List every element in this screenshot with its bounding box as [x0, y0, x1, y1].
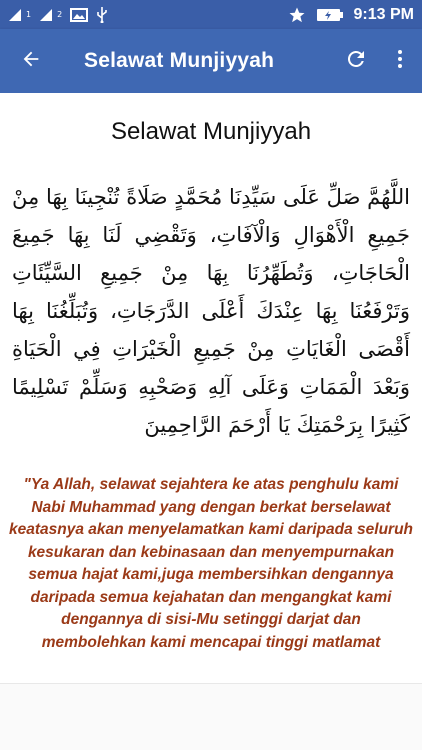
app-bar-actions — [334, 29, 422, 93]
battery-icon — [316, 7, 344, 23]
image-icon — [70, 8, 88, 22]
refresh-button[interactable] — [334, 29, 378, 93]
app-bar-title: Selawat Munjiyyah — [84, 49, 275, 72]
arrow-back-icon — [20, 48, 42, 74]
more-vert-icon — [388, 47, 412, 75]
star-icon — [288, 6, 306, 24]
clock: 9:13 PM — [353, 5, 414, 23]
arabic-prayer-text: اللَّهُمَّ صَلِّ عَلَى سَيِّدِنَا مُحَمَّدٍ صَلَاةً تُنْجِينَا بِهَا مِنْ جَمِيعِ الْأَهْوَالِ وَالْآفَاتِ، وَتَقْضِي لَنَا بِهَا جَمِيعَ الْحَاجَاتِ، وَتُطَهِّرُنَا بِهَا مِنْ جَمِيعِ السَّيِّئَاتِ وَتَرْفَعُنَا بِهَا عِنْدَكَ أَعْلَى الدَّرَجَاتِ، وَتُبَلِّغُنَا بِهَا أَقْصَى الْغَايَاتِ مِنْ جَمِيعِ الْخَيْرَاتِ فِي الْحَيَاةِ وَبَعْدَ الْمَمَاتِ وَعَلَى آلِهِ وَصَحْبِهِ وَسَلِّمْ تَسْلِيمًا كَثِيرًا بِرَحْمَتِكَ يَا أَرْحَمَ الرَّاحِمِينَ — [12, 185, 410, 437]
page-title: Selawat Munjiyyah — [110, 118, 312, 145]
status-bar-right — [288, 6, 414, 24]
signal-icon — [8, 8, 22, 22]
translation-text: "Ya Allah, selawat sejahtera ke atas penghulu kami Nabi Muhammad yang dengan berkat berselawat keatasnya akan menyelamatkan kami daripada seluruh kesukaran dan kebinasaan dan menyempurnakan semua hajat kami,juga membersihkan dengannya daripada semua kejahatan dan mengangkat kami dengannya di sisi-Mu setinggi darjat dan membolehkan kami mencapai tinggi matlamat — [8, 476, 414, 651]
app-bar — [0, 29, 422, 93]
usb-icon — [96, 7, 108, 23]
sim1-label: 1 — [26, 9, 32, 19]
refresh-icon — [344, 47, 368, 75]
status-bar — [0, 0, 422, 29]
bottom-blank-area — [0, 683, 422, 750]
more-options-button[interactable] — [378, 29, 422, 93]
status-bar-left — [8, 7, 108, 23]
signal-icon — [39, 8, 53, 22]
back-button[interactable] — [0, 29, 62, 93]
content-scroll-area[interactable] — [0, 93, 422, 683]
sim2-label: 2 — [57, 9, 63, 19]
